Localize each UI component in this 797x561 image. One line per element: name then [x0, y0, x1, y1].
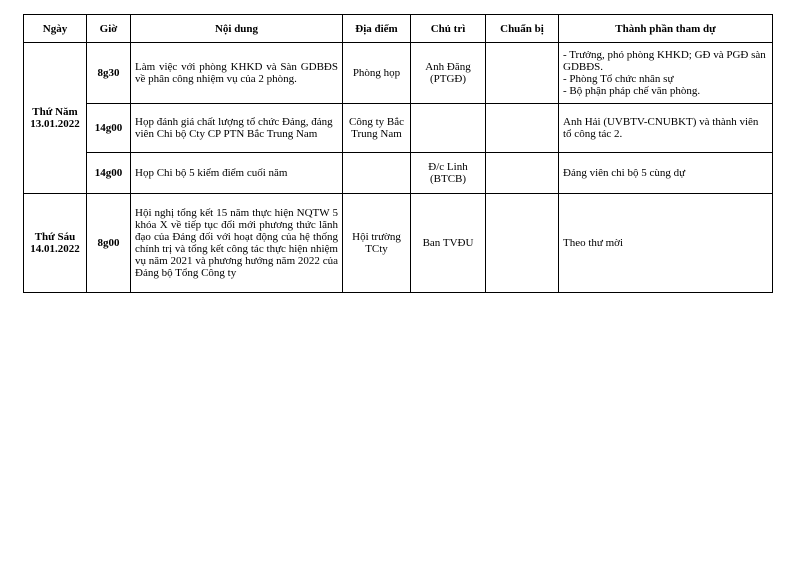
content-cell: Làm việc với phòng KHKD và Sàn GDBĐS về phân công nhiệm vụ của 2 phòng. [131, 43, 343, 104]
chair-cell: Ban TVĐU [411, 194, 486, 293]
chair-cell: Anh Đăng (PTGĐ) [411, 43, 486, 104]
header-date: Ngày [24, 15, 87, 43]
content-cell: Hội nghị tổng kết 15 năm thực hiện NQTW 5 khóa X về tiếp tục đổi mới phương thức lãnh đạo của Đảng đối với hoạt động của hệ thống chính trị và tổng kết công tác thực hiện nhiệm vụ năm 2021 và phương hướng năm 2022 của Đảng bộ Tổng Công ty [131, 194, 343, 293]
chair-cell [411, 104, 486, 153]
table-row [24, 153, 773, 194]
day-date: 14.01.2022 [30, 243, 80, 255]
day-cell [24, 43, 87, 194]
location-cell: Hội trường TCty [343, 194, 411, 293]
participants-cell: Anh Hải (UVBTV-CNUBKT) và thành viên tổ công tác 2. [559, 104, 773, 153]
time-cell: 14g00 [87, 104, 131, 153]
header-location: Địa điểm [343, 15, 411, 43]
day-weekday: Thứ Năm [32, 106, 78, 118]
participants-cell: Theo thư mời [559, 194, 773, 293]
participants-cell [559, 43, 773, 104]
content-cell: Họp Chi bộ 5 kiểm điểm cuối năm [131, 153, 343, 194]
header-participants: Thành phần tham dự [559, 15, 773, 43]
day-date: 13.01.2022 [30, 118, 80, 130]
prep-cell [486, 194, 559, 293]
location-cell: Công ty Bắc Trung Nam [343, 104, 411, 153]
schedule-table [23, 14, 773, 293]
header-row [24, 15, 773, 43]
header-content: Nội dung [131, 15, 343, 43]
prep-cell [486, 43, 559, 104]
prep-cell [486, 104, 559, 153]
participant-line: - Phòng Tổ chức nhân sự [563, 73, 674, 85]
location-cell [343, 153, 411, 194]
time-cell: 8g30 [87, 43, 131, 104]
header-prep: Chuẩn bị [486, 15, 559, 43]
participants-cell: Đảng viên chi bộ 5 cùng dự [559, 153, 773, 194]
prep-cell [486, 153, 559, 194]
participant-line: - Bộ phận pháp chế văn phòng. [563, 85, 701, 97]
location-cell: Phòng họp [343, 43, 411, 104]
table-row [24, 104, 773, 153]
day-weekday: Thứ Sáu [34, 231, 76, 243]
time-cell: 14g00 [87, 153, 131, 194]
content-cell: Họp đánh giá chất lượng tổ chức Đảng, đảng viên Chi bộ Cty CP PTN Bắc Trung Nam [131, 104, 343, 153]
participant-line: - Trưởng, phó phòng KHKD; GĐ và PGĐ sàn GDBĐS. [563, 49, 766, 73]
table-row [24, 194, 773, 293]
time-cell: 8g00 [87, 194, 131, 293]
day-cell [24, 194, 87, 293]
chair-cell: Đ/c Linh (BTCB) [411, 153, 486, 194]
header-chair: Chủ trì [411, 15, 486, 43]
table-row [24, 43, 773, 104]
header-time: Giờ [87, 15, 131, 43]
